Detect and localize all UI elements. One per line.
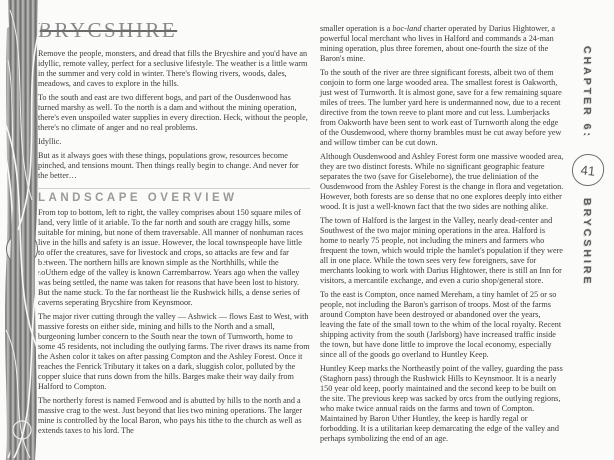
chapter-title-label: BRYCSHIRE bbox=[581, 198, 593, 287]
paragraph: The northerly forest is named Fenwood and is abutted by hills to the north and a massive crag to the west. Just beyond that lies two mining operations. The larger mine is controlled by the local Baron, who pays his tithe to the church as well as extends taxes to his lord. The bbox=[38, 395, 303, 435]
paragraph: But as it always goes with these things, populations grow, resources become pinched, and tensions mount. Then things really begin to change. And never for the better… bbox=[38, 150, 299, 180]
right-page bbox=[320, 24, 564, 448]
left-page bbox=[38, 18, 310, 440]
paragraph: The town of Halford is the largest in the Valley, nearly dead-center and Southwest of the two major mining operations in the area. Halford is home to nearly 75 people, not including the miners and farmers who frequent the town, which would triple the hamlet's population if they were all in one place. While the town sees very few foreigners, save for merchants looking to work with Darius Hightower, there is still an Inn for visitors, a mercantile exchange, and even a curio shop/general store. bbox=[320, 216, 563, 285]
paragraph: Remove the people, monsters, and dread that fills the Brycshire and you'd have an idyllic, remote valley, perfect for a seclusive lifestyle. The weather is a little warm in the summer and very cold in winter. There's flowing rivers, woods, dales, meadows, and caves to explore in the hills. bbox=[38, 48, 308, 88]
right-bark-decoration bbox=[0, 0, 46, 460]
section-heading: LANDSCAPE OVERVIEW bbox=[38, 188, 310, 205]
paragraph: Huntley Keep marks the Northeastly point of the valley, guarding the pass (Staghorn pass) through the Rushwick Hills to Keynsmoor. It is a nearly 150 year old keep, poorly maintained and the second keep to be built on the site. The previous keep was sacked by orcs from the outlying regions, who make twice annual raids on the farms and town of Compton. Maintained by Baron Uther Huntley, the keep is hardly regal or forbodding. It is a utilitarian keep demarcating the edge of the valley and perhaps symbolizing the end of an age. bbox=[320, 364, 563, 443]
right-page-number bbox=[570, 152, 605, 187]
paragraph: Although Ousdenwood and Ashley Forest form one massive wooded area, they are two distinct forests. While no significant geographic feature separates the two (save for Giseleborne), the true deliniation of the Ousdenwood from the Ashley Forest is the change in flora and vegetation. However, both forests are so dense that no one explores deeply into either wood. It is just a well-known fact that the two sides are nothing alike. bbox=[320, 152, 564, 211]
italic-term: boc-land bbox=[392, 24, 422, 33]
paragraph: To the east is Compton, once named Mereham, a tiny hamlet of 25 or so people, not including the Baron's garrison of troops. Most of the farms around Compton have been destroyed or abandoned over the years, leaving the fate of the small town to the whim of the local royalty. Recent shipping activity from the south (Jarlsborg) have increased traffic inside the town, but have done little to improve the local economy, especially since all of the goods go overland to Huntley Keep. bbox=[320, 290, 562, 359]
right-page-number-value: 41 bbox=[580, 161, 596, 179]
paragraph-text: charter operated by Darius Hightower, a powerful local merchant who lives in Halford and commands a 24-man mining operation, plus three foremen, about one-fourth the size of the Baron's mine. bbox=[320, 24, 555, 63]
paragraph: Idyllic. bbox=[38, 136, 62, 146]
paragraph bbox=[320, 24, 564, 64]
paragraph-text: smaller operation is a bbox=[320, 24, 393, 33]
page-title: BRYCSHIRE bbox=[38, 18, 178, 42]
paragraph: To the south and east are two different bogs, and part of the Ousdenwood has turned marshy as well. To the north is a dam and without the mining operation, there's even unspoiled water supplies in every direction. Heck, without the people, there's no climate of anger and no real problems. bbox=[38, 92, 308, 132]
paragraph: From top to bottom, left to right, the valley comprises about 150 square miles of land, very little of it ariable. To the far north and south are craggy hills, some suitable for mining, but none of them traversable. All manner of nonhuman races live in the hills and safety is an issue. However, the local townspeople have little to offer the creatures, save for livestock and crops, so attacks are few and far between. The northern hills are known simple as the Northhills, while the soUthern edge of the valley is known Carrembarrow. Years ago when the valley was being settled, the name was taken for reasons that have been lost to history. But the name stuck. To the far northeast lie the Rushwick hills, a dense series of caverns seperating Brycshire from Keynsmoor. bbox=[38, 207, 304, 307]
paragraph: To the south of the river are three significant forests, albeit two of them conjoin to form one large wooded area. The smallest forest is Oakworth, just west of Turnworth. It is almost gone, save for a few remaining square miles of trees. The lumber yard here is undermanned now, due to a recent directive from the town reeve to plant more and cut less. Lumberjacks from Oakworth have been sent to work east of Turnworth along the edge of the Ousdenwood, where thorny brambles must be cut away before yew and willow timber can be cut down. bbox=[320, 68, 562, 147]
paragraph: The major river cutting through the valley — Ashwick — flows East to West, with massive forests on either side, mining and hills to the North and a small, burgeoning lumber concern to the South near the town of Turnworth, home to some 45 residents, not including the outlying farms. The river draws its name from the Ashen color it takes on after passing Compton and the Ashley Forest. Once it reaches the Fenrick Tributary it takes on a dark, sluggish color, polluted by the copper sluice that runs down from the hills. Barges make their way daily from Halford to Compton. bbox=[38, 311, 310, 391]
chapter-label: CHAPTER 6: bbox=[581, 46, 593, 140]
